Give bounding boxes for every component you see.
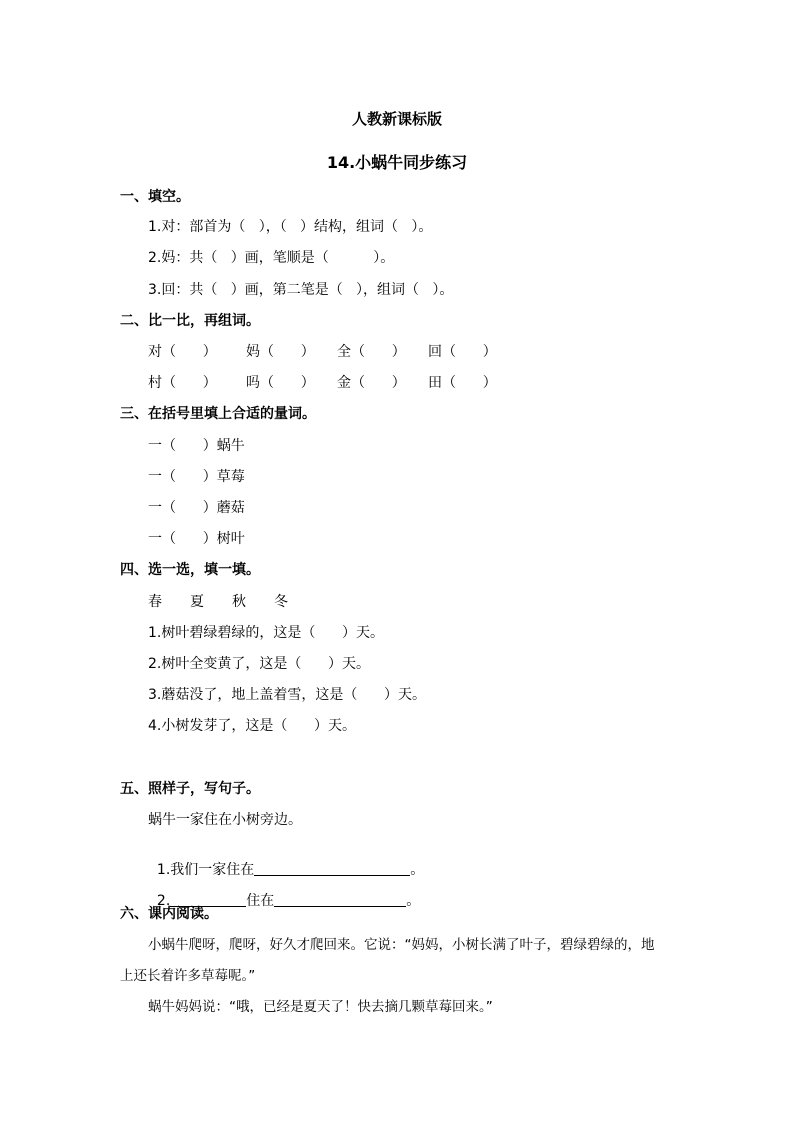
compare-item: 村（ ） [148,375,217,391]
compare-item: 田（ ） [428,375,497,391]
section-6-heading: 六、课内阅读。 [120,906,218,922]
measure-word-item: 一（ ）草莓 [148,469,245,485]
sentence-1-prefix: 1.我们一家住在 [156,862,255,878]
section-5-heading: 五、照样子，写句子。 [120,781,260,797]
section-1-item-3: 3.回：共（ ）画，第二笔是（ ），组词（ ）。 [148,282,454,298]
season-option: 冬 [274,594,288,610]
section-1-item-1: 1.对：部首为（ ），（ ）结构，组词（ ）。 [148,219,433,235]
measure-word-item: 一（ ）树叶 [148,531,245,547]
compare-item: 全（ ） [337,344,406,360]
answer-blank[interactable] [274,893,406,907]
section-4-heading: 四、选一选，填一填。 [120,562,260,578]
season-option: 春 [148,594,162,610]
compare-item: 金（ ） [337,375,406,391]
compare-item: 妈（ ） [246,344,315,360]
section-1-item-2: 2.妈：共（ ）画，笔顺是（ ）。 [148,250,395,266]
sentence-2-middle: 住在 [246,893,275,909]
compare-item: 回（ ） [428,344,497,360]
season-question: 2.树叶全变黄了，这是（ ）天。 [148,656,371,672]
reading-paragraph-2: 蜗牛妈妈说：“哦，已经是夏天了！快去摘几颗草莓回来。” [148,999,493,1015]
season-question: 4.小树发芽了，这是（ ）天。 [148,718,357,734]
measure-word-item: 一（ ）蜗牛 [148,438,245,454]
sentence-1-suffix: 。 [410,862,425,878]
section-1-heading: 一、填空。 [120,189,190,205]
reading-paragraph-1-line-1: 小蜗牛爬呀，爬呀，好久才爬回来。它说：“妈妈，小树长满了叶子，碧绿碧绿的，地 [148,937,655,953]
section-2-heading: 二、比一比，再组词。 [120,313,260,329]
sentence-2-prefix: 2. [156,893,171,909]
example-sentence: 蜗牛一家住在小树旁边。 [148,812,302,828]
document-subtitle: 人教新课标版 [351,110,442,128]
reading-paragraph-1-line-2: 上还长着许多草莓呢。” [120,968,256,984]
section-3-heading: 三、在括号里填上合适的量词。 [120,406,316,422]
sentence-2-suffix: 。 [406,893,421,909]
measure-word-item: 一（ ）蘑菇 [148,500,245,516]
season-option: 夏 [190,594,204,610]
season-question: 1.树叶碧绿碧绿的，这是（ ）天。 [148,625,385,641]
document-title: 14.小蜗牛同步练习 [326,153,468,172]
compare-item: 对（ ） [148,344,217,360]
season-option: 秋 [232,594,246,610]
season-question: 3.蘑菇没了，地上盖着雪，这是（ ）天。 [148,687,427,703]
compare-item: 吗（ ） [246,375,315,391]
